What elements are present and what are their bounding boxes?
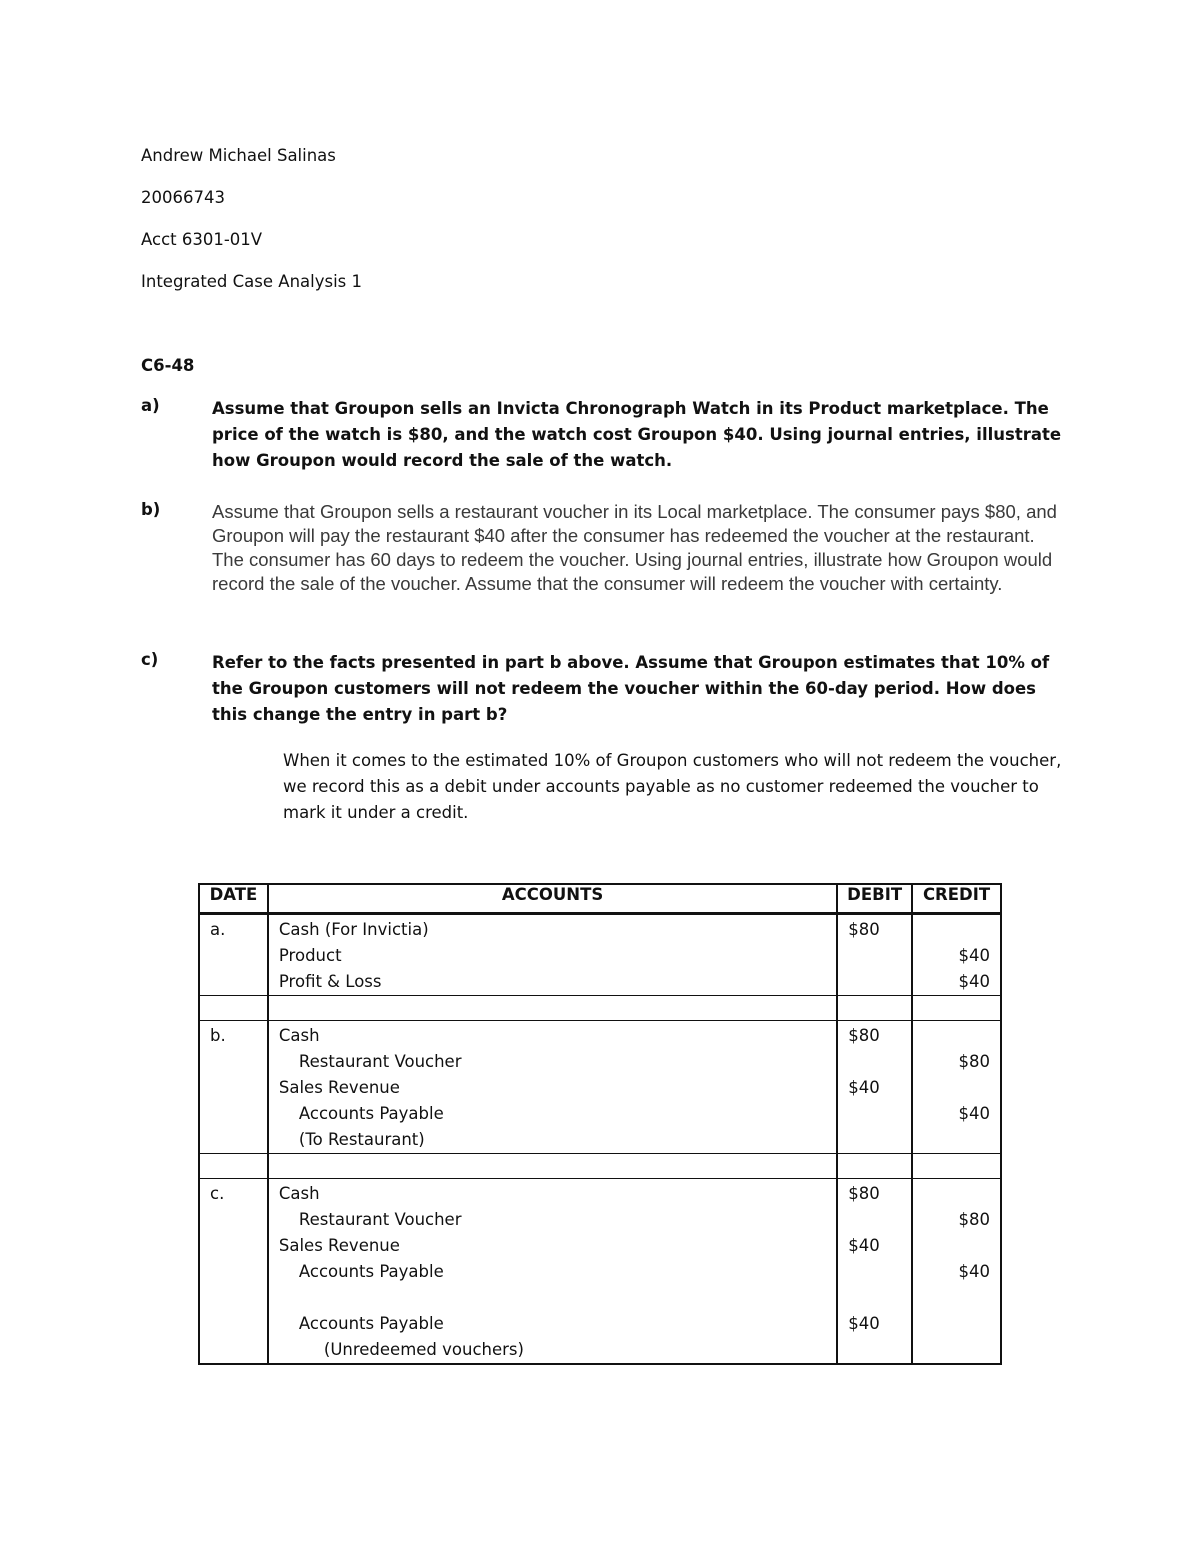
credit-value	[923, 1181, 990, 1207]
table-spacer-row	[199, 996, 1001, 1021]
header-debit: DEBIT	[837, 884, 912, 914]
question-b-label: b)	[141, 500, 161, 519]
credit-value: $40	[958, 972, 990, 991]
debit-value	[848, 1259, 901, 1285]
question-b-text: Assume that Groupon sells a restaurant voucher in its Local marketplace. The consumer pays $80, and Groupon will pay the restaurant $40 after the consumer has redeemed the voucher at the restaurant. The consumer has 60 days to redeem the voucher. Using journal entries, illustrate how Groupon would record the sale of the voucher. Assume that the consumer will redeem the voucher with certainty.	[212, 501, 1057, 594]
account-line: Restaurant Voucher	[298, 1210, 462, 1229]
course-code: Acct 6301-01V	[141, 230, 263, 249]
debit-value	[848, 1207, 901, 1233]
debit-cell-b	[837, 1021, 912, 1154]
credit-value	[923, 917, 990, 943]
credit-value: $80	[958, 1052, 990, 1071]
account-line: Restaurant Voucher	[298, 1052, 462, 1071]
account-line: Sales Revenue	[278, 1078, 400, 1097]
account-line: Profit & Loss	[278, 972, 382, 991]
account-line: Accounts Payable	[298, 1314, 444, 1333]
header-credit: CREDIT	[912, 884, 1001, 914]
debit-value	[848, 1101, 901, 1127]
account-line: (To Restaurant)	[298, 1130, 425, 1149]
account-line: Cash	[278, 1026, 320, 1045]
question-a-label: a)	[141, 396, 160, 415]
credit-value	[923, 1233, 990, 1259]
credit-value	[923, 1337, 990, 1363]
date-cell-b	[199, 1021, 268, 1154]
assignment-title: Integrated Case Analysis 1	[141, 272, 363, 291]
account-line: (Unredeemed vouchers)	[323, 1340, 524, 1359]
account-line: Cash (For Invictia)	[278, 920, 429, 939]
account-line: Cash	[278, 1184, 320, 1203]
accounts-cell-c	[268, 1179, 837, 1365]
debit-value	[848, 1285, 901, 1311]
journal-entries-table	[198, 883, 1002, 1365]
credit-cell-a	[912, 914, 1001, 996]
table-row-c	[199, 1179, 1001, 1365]
account-line: Sales Revenue	[278, 1236, 400, 1255]
question-c-text: Refer to the facts presented in part b above. Assume that Groupon estimates that 10% of the Groupon customers will not redeem the voucher within the 60-day period. How does this change the entry in part b?	[212, 653, 1050, 724]
section-title: C6-48	[141, 356, 195, 375]
debit-value	[848, 1049, 901, 1075]
date-label: a.	[210, 920, 226, 939]
table-header-row	[199, 884, 1001, 914]
table-row-a	[199, 914, 1001, 996]
credit-value	[923, 1075, 990, 1101]
debit-value: $80	[848, 1026, 880, 1045]
debit-value	[848, 943, 901, 969]
credit-value	[923, 1311, 990, 1337]
table-spacer-row	[199, 1154, 1001, 1179]
credit-cell-b	[912, 1021, 1001, 1154]
debit-value	[848, 1127, 901, 1153]
account-line: Accounts Payable	[298, 1262, 444, 1281]
debit-value: $80	[848, 920, 880, 939]
credit-value: $40	[958, 1262, 990, 1281]
date-label: b.	[210, 1026, 226, 1045]
student-name: Andrew Michael Salinas	[141, 146, 336, 165]
question-a-text: Assume that Groupon sells an Invicta Chronograph Watch in its Product marketplace. The price of the watch is $80, and the watch cost Groupon $40. Using journal entries, illustrate how Groupon would record the sale of the watch.	[212, 399, 1062, 470]
debit-cell-c	[837, 1179, 912, 1365]
answer-c-text: When it comes to the estimated 10% of Groupon customers who will not redeem the voucher, we record this as a debit under accounts payable as no customer redeemed the voucher to mark it under a credit.	[283, 751, 1062, 822]
credit-value	[923, 1285, 990, 1311]
credit-cell-c	[912, 1179, 1001, 1365]
debit-value: $40	[848, 1236, 880, 1255]
debit-cell-a	[837, 914, 912, 996]
student-id: 20066743	[141, 188, 225, 207]
debit-value: $80	[848, 1184, 880, 1203]
table-row-b	[199, 1021, 1001, 1154]
question-c-label: c)	[141, 650, 159, 669]
account-line: Product	[278, 946, 342, 965]
date-label: c.	[210, 1184, 225, 1203]
debit-value	[848, 1337, 901, 1363]
debit-value: $40	[848, 1078, 880, 1097]
credit-value: $80	[958, 1210, 990, 1229]
debit-value	[848, 969, 901, 995]
credit-value: $40	[958, 1104, 990, 1123]
header-accounts: ACCOUNTS	[268, 884, 837, 914]
accounts-cell-a	[268, 914, 837, 996]
header-date: DATE	[199, 884, 268, 914]
date-cell-c	[199, 1179, 268, 1365]
credit-value	[923, 1127, 990, 1153]
debit-value: $40	[848, 1314, 880, 1333]
date-cell-a	[199, 914, 268, 996]
accounts-cell-b	[268, 1021, 837, 1154]
account-line	[279, 1285, 826, 1311]
account-line: Accounts Payable	[298, 1104, 444, 1123]
credit-value	[923, 1023, 990, 1049]
credit-value: $40	[958, 946, 990, 965]
